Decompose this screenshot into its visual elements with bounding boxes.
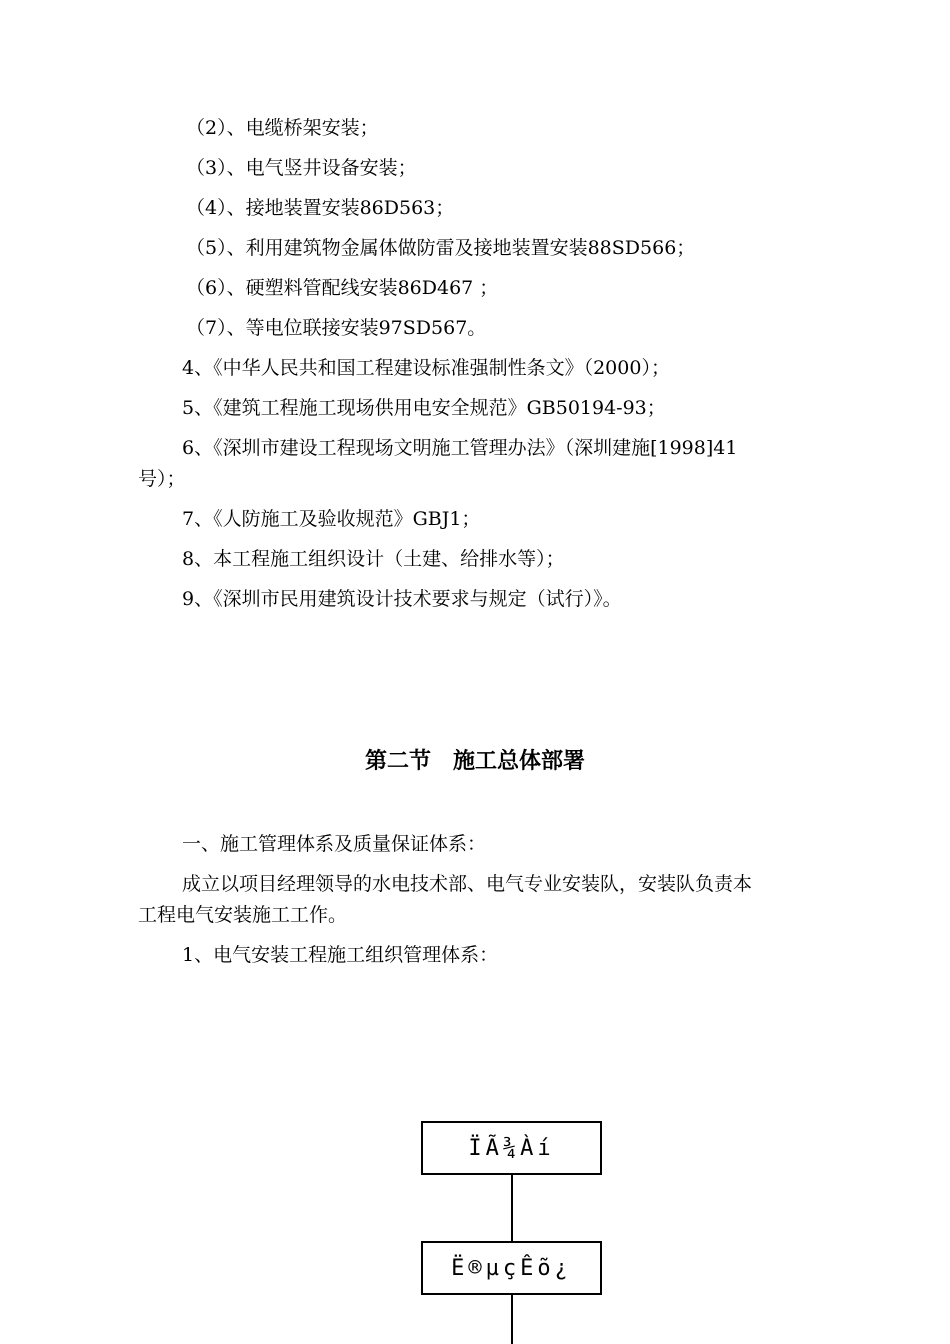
org-chart-box-top-label: ÏÃ¾Àí <box>468 1135 555 1161</box>
org-chart-connector <box>511 1175 513 1241</box>
standard-item-7: 7、《人防施工及验收规范》GBJ1； <box>182 508 481 530</box>
section-title: 第二节 施工总体部署 <box>364 749 585 774</box>
org-chart-box-second-label: Ë®µçÊõ¿ <box>451 1255 572 1281</box>
list-item-6: （6）、硬塑料管配线安装86D467 ； <box>186 277 499 299</box>
org-chart-connector-lower <box>511 1295 513 1344</box>
standard-item-4: 4、《中华人民共和国工程建设标准强制性条文》（2000）； <box>182 357 670 379</box>
list-item-7: （7）、等电位联接安装97SD567。 <box>186 317 487 339</box>
standard-item-6-line1: 6、《深圳市建设工程现场文明施工管理办法》（深圳建施[1998]41 <box>182 437 738 459</box>
standard-item-9: 9、《深圳市民用建筑设计技术要求与规定（试行）》。 <box>182 588 622 610</box>
standard-item-8: 8、本工程施工组织设计（土建、给排水等）； <box>182 548 565 570</box>
list-item-4: （4）、接地装置安装86D563； <box>186 197 455 219</box>
section-item-1: 1、电气安装工程施工组织管理体系： <box>182 944 499 966</box>
list-item-5: （5）、利用建筑物金属体做防雷及接地装置安装88SD566； <box>186 237 696 259</box>
list-item-3: （3）、电气竖井设备安装； <box>186 157 417 179</box>
org-chart-box-top <box>421 1121 602 1175</box>
org-chart-box-second <box>421 1241 602 1295</box>
standard-item-6-line2: 号）； <box>138 468 186 490</box>
paragraph-line1: 成立以项目经理领导的水电技术部、电气专业安装队，安装队负责本 <box>182 873 753 895</box>
standard-item-5: 5、《建筑工程施工现场供用电安全规范》GB50194-93； <box>182 397 666 419</box>
paragraph-line2: 工程电气安装施工工作。 <box>138 904 348 926</box>
list-item-2: （2）、电缆桥架安装； <box>186 117 379 139</box>
section-subheading: 一、施工管理体系及质量保证体系： <box>182 833 487 855</box>
